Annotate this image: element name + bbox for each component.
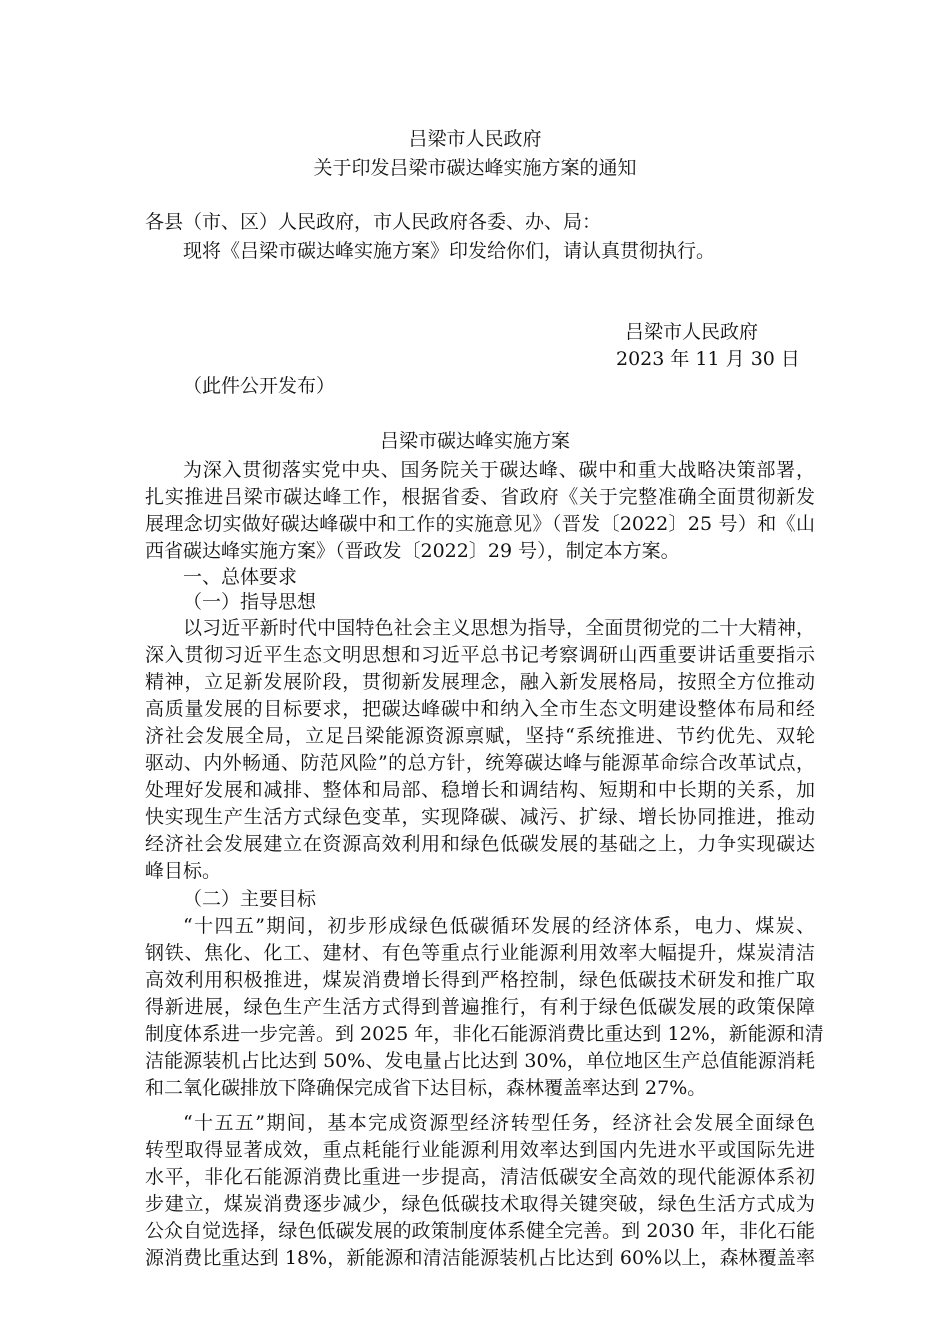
paragraph-line: 扎实推进吕梁市碳达峰工作，根据省委、省政府《关于完整准确全面贯彻新发 [145,486,815,508]
paragraph-line: 精神，立足新发展阶段，贯彻新发展理念，融入新发展格局，按照全方位推动 [145,671,815,693]
paragraph-line: 深入贯彻习近平生态文明思想和习近平总书记考察调研山西重要讲话重要指示 [145,644,815,666]
issue-date: 2023 年 11 月 30 日 [616,348,800,370]
publication-note: （此件公开发布） [183,375,336,397]
section-heading: 一、总体要求 [183,566,298,588]
paragraph-line: 转型取得显著成效，重点耗能行业能源利用效率达到国内先进水平或国际先进 [145,1139,815,1161]
paragraph-line: 西省碳达峰实施方案》（晋政发〔2022〕29 号），制定本方案。 [145,540,680,562]
plan-title: 吕梁市碳达峰实施方案 [379,430,570,452]
paragraph-line: 钢铁、焦化、化工、建材、有色等重点行业能源利用效率大幅提升，煤炭清洁 [145,942,815,964]
subsection-heading: （二）主要目标 [183,888,317,910]
paragraph-line: 洁能源装机占比达到 50%、发电量占比达到 30%，单位地区生产总值能源消耗 [145,1050,815,1072]
paragraph-line: 和二氧化碳排放下降确保完成省下达目标，森林覆盖率达到 27%。 [145,1077,707,1099]
recipients-line: 各县（市、区）人民政府，市人民政府各委、办、局： [145,211,602,233]
paragraph-line: 公众自觉选择，绿色低碳发展的政策制度体系健全完善。到 2030 年，非化石能 [145,1220,815,1242]
paragraph-line: 驱动、内外畅通、防范风险”的总方针，统筹碳达峰与能源革命综合改革试点， [145,752,815,774]
paragraph-line: 步建立，煤炭消费逐步减少，绿色低碳技术取得关键突破，绿色生活方式成为 [145,1193,815,1215]
subsection-heading: （一）指导思想 [183,591,317,613]
paragraph-line: 为深入贯彻落实党中央、国务院关于碳达峰、碳中和重大战略决策部署， [183,459,815,481]
notice-body: 现将《吕梁市碳达峰实施方案》印发给你们，请认真贯彻执行。 [183,240,716,262]
paragraph-line: “十五五”期间，基本完成资源型经济转型任务，经济社会发展全面绿色 [183,1112,815,1134]
signature: 吕梁市人民政府 [625,321,759,343]
paragraph-line: 水平，非化石能源消费比重进一步提高，清洁低碳安全高效的现代能源体系初 [145,1166,815,1188]
paragraph-line: 济社会发展全局，立足吕梁能源资源禀赋，坚持“系统推进、节约优先、双轮 [145,725,815,747]
paragraph-line: 源消费比重达到 18%，新能源和清洁能源装机占比达到 60%以上，森林覆盖率 [145,1247,815,1269]
paragraph-line: 经济社会发展建立在资源高效利用和绿色低碳发展的基础之上，力争实现碳达 [145,833,815,855]
paragraph-line: 峰目标。 [145,860,222,882]
paragraph-line: 得新进展，绿色生产生活方式得到普遍推行，有利于绿色低碳发展的政策保障 [145,996,815,1018]
paragraph-line: “十四五”期间，初步形成绿色低碳循环发展的经济体系，电力、煤炭、 [183,915,815,937]
paragraph-line: 高效利用积极推进，煤炭消费增长得到严格控制，绿色低碳技术研发和推广取 [145,969,815,991]
notice-title: 关于印发吕梁市碳达峰实施方案的通知 [313,157,637,179]
paragraph-line: 展理念切实做好碳达峰碳中和工作的实施意见》（晋发〔2022〕25 号）和《山 [145,513,815,535]
issuer-heading: 吕梁市人民政府 [408,128,542,150]
paragraph-line: 快实现生产生活方式绿色变革，实现降碳、减污、扩绿、增长协同推进，推动 [145,806,815,828]
paragraph-line: 处理好发展和减排、整体和局部、稳增长和调结构、短期和中长期的关系，加 [145,779,815,801]
paragraph-line: 以习近平新时代中国特色社会主义思想为指导，全面贯彻党的二十大精神， [183,617,815,639]
paragraph-line: 高质量发展的目标要求，把碳达峰碳中和纳入全市生态文明建设整体布局和经 [145,698,815,720]
paragraph-line: 制度体系进一步完善。到 2025 年，非化石能源消费比重达到 12%，新能源和清 [145,1023,824,1045]
